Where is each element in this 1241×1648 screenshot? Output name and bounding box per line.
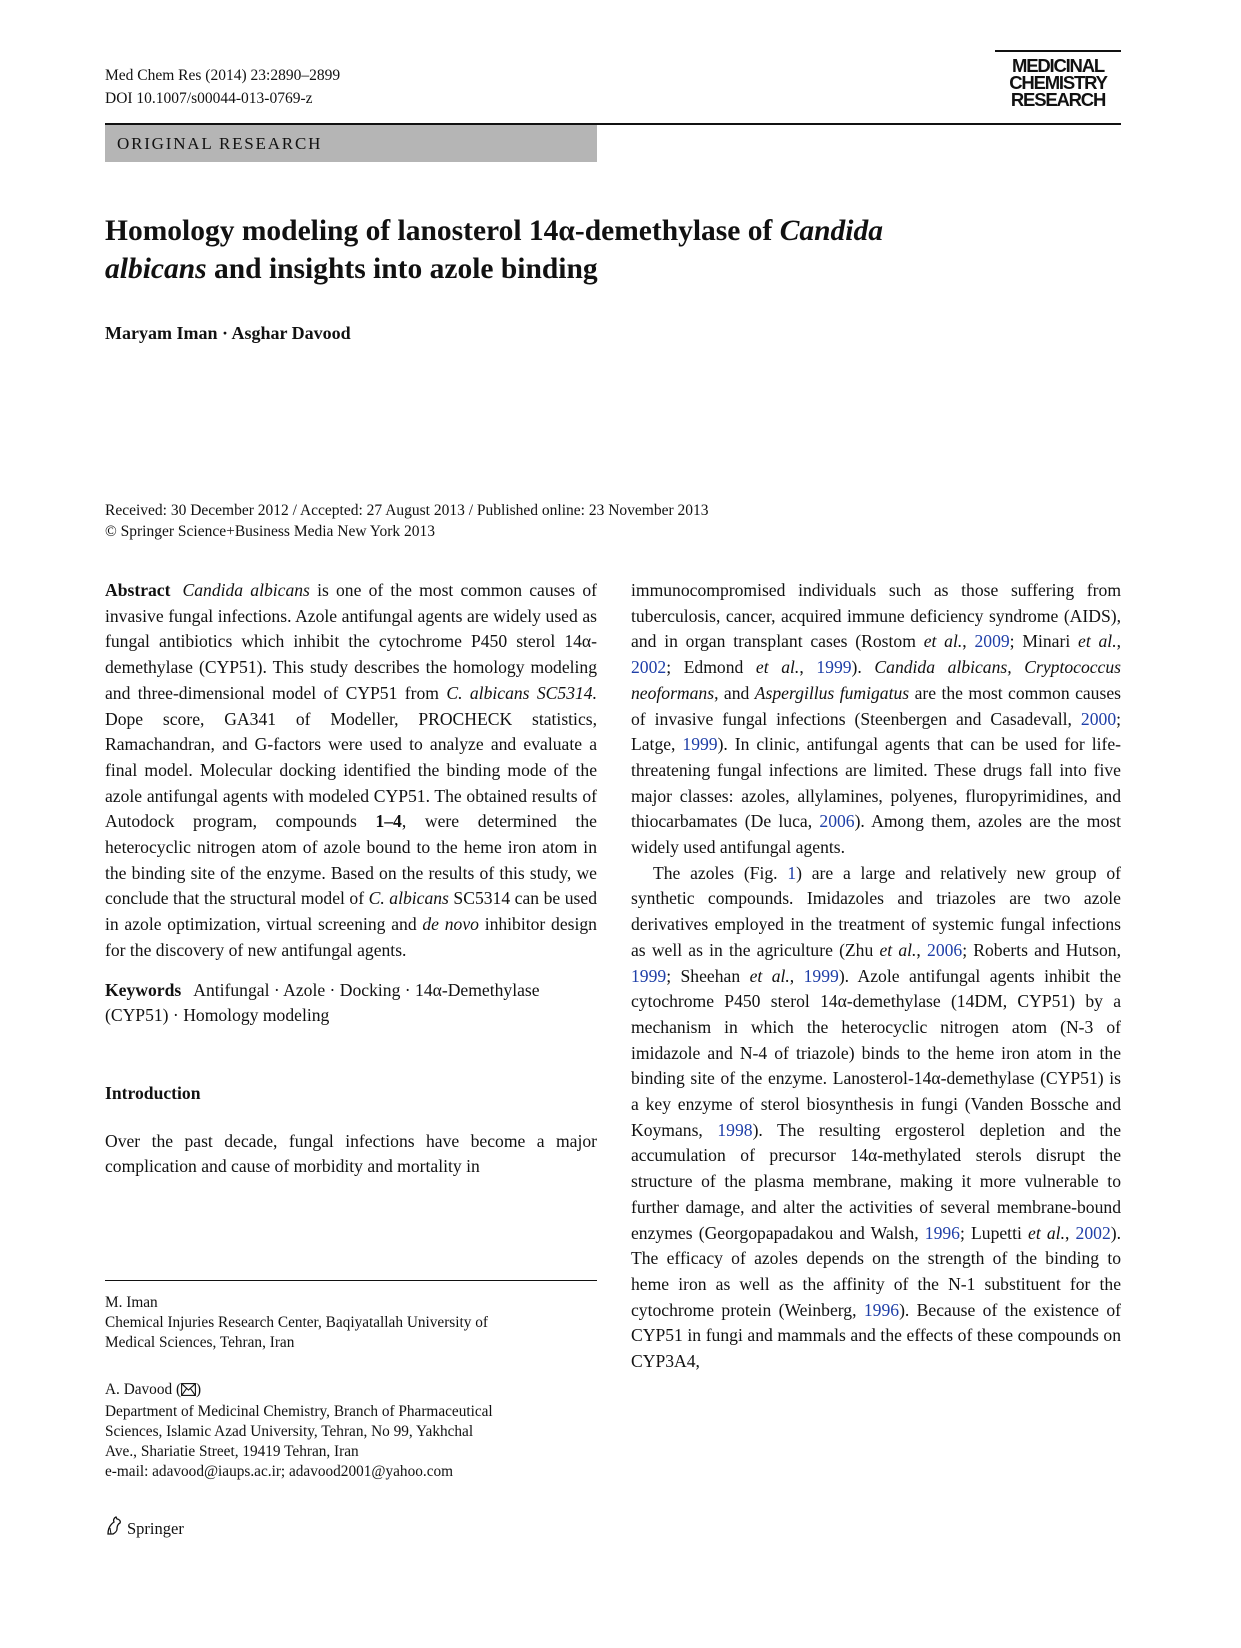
- text-run: ; Minari: [1009, 631, 1079, 652]
- text-run: ; Edmond: [666, 657, 756, 678]
- text-run: ,: [789, 965, 804, 986]
- text-italic: et al.: [755, 657, 800, 678]
- text-run: ). Among them, azoles are the most widely used antifungal agents.: [631, 811, 1121, 858]
- text-run: ). Azole antifungal agents inhibit the cytochrome P450 sterol 14α-demethylase (14DM, CYP51) by a mechanism in which the heterocyclic nitrogen atom (N-3 of imidazole and N-4 of triazole) binds to the heme iron atom in the binding site of the enzyme. Lanosterol-14α-demethylase (CYP51) is a key enzyme of sterol biosynthesis in fungi (Vanden Bossche and Koymans,: [631, 965, 1122, 1140]
- abstract-bold: 1–4: [375, 811, 402, 832]
- introduction-heading: Introduction: [105, 1082, 201, 1103]
- copyright: © Springer Science+Business Media New York 2013: [105, 523, 436, 540]
- text-run: ).: [851, 657, 875, 678]
- text-run: ,: [799, 657, 817, 678]
- text-run: ; Sheehan: [666, 965, 750, 986]
- body-paragraph: [631, 578, 1121, 861]
- affiliation-name: A. Davood (: [105, 1381, 182, 1398]
- citation-link[interactable]: 2002: [1075, 1222, 1111, 1243]
- keywords-label: Keywords: [105, 979, 182, 1000]
- publication-dates: [105, 500, 709, 542]
- affiliation-name-row: [105, 1380, 597, 1402]
- text-run: ,: [1116, 631, 1121, 652]
- affiliation-name-end: ): [196, 1381, 202, 1398]
- left-column: [105, 578, 597, 1180]
- text-run: ; Roberts and Hutson,: [962, 939, 1121, 960]
- abstract: [105, 578, 597, 964]
- citation-link[interactable]: 1999: [682, 734, 718, 755]
- keywords: [105, 978, 597, 1029]
- publisher-name: Springer: [127, 1518, 184, 1538]
- affiliation-line: Medical Sciences, Tehran, Iran: [105, 1334, 295, 1351]
- author-list: Maryam Iman · Asghar Davood: [105, 323, 351, 343]
- affiliation-email: e-mail: adavood@iaups.ac.ir; adavood2001@yahoo.com: [105, 1463, 454, 1480]
- affiliation-2: [105, 1380, 597, 1482]
- text-run: ). Because of the existence of CYP51 in fungi and mammals and the effects of these compounds on CYP3A4,: [631, 1299, 1122, 1372]
- text-run: ). In clinic, antifungal agents that can be used for life-threatening fungal infections are limited. These drugs fall into five major classes: azoles, allylamines, polyenes, fluropyrimidines, and thiocarbamates (De luca,: [631, 734, 1121, 832]
- abstract-text: SC5314 can be used in azole optimization, virtual screening and: [105, 888, 597, 935]
- title-text: and insights into azole binding: [206, 253, 598, 285]
- abstract-italic: Candida albicans: [182, 580, 310, 600]
- citation-link[interactable]: 1996: [924, 1222, 960, 1243]
- citation-link[interactable]: 2006: [819, 811, 855, 832]
- text-run: are the most common causes of invasive fungal infections (Steenbergen and Casadevall,: [631, 682, 1121, 729]
- text-run: The azoles (Fig.: [653, 862, 788, 883]
- affiliation-line: Department of Medicinal Chemistry, Branch of Pharmaceutical: [105, 1403, 493, 1420]
- title-italic: albicans: [105, 253, 207, 285]
- text-italic: Aspergillus fumigatus: [754, 682, 910, 703]
- text-italic: et al.: [749, 965, 790, 986]
- publisher-footer: [105, 1516, 184, 1541]
- intro-paragraph: Over the past decade, fungal infections have become a major complication and cause of morbidity and mortality in: [105, 1130, 597, 1177]
- text-italic: Candida albicans, Cryptococcus neoformans: [631, 657, 1121, 703]
- text-run: ; Latge,: [631, 708, 1121, 755]
- journal-citation: [105, 64, 340, 110]
- affiliation-name: M. Iman: [105, 1294, 158, 1311]
- abstract-italic: C. albicans: [368, 888, 449, 909]
- section-banner: ORIGINAL RESEARCH: [105, 125, 597, 162]
- citation-link[interactable]: 1999: [803, 965, 839, 986]
- citation-link[interactable]: 2006: [927, 939, 963, 960]
- affiliation-line: Sciences, Islamic Azad University, Tehran, No 99, Yakhchal: [105, 1423, 474, 1440]
- affiliation-1: [105, 1293, 597, 1353]
- text-run: ,: [916, 939, 928, 960]
- citation-link[interactable]: 2002: [631, 657, 667, 678]
- journal-logo: [995, 50, 1121, 108]
- abstract-italic: C. albicans SC5314.: [446, 682, 598, 703]
- citation-link[interactable]: 2009: [974, 631, 1010, 652]
- keywords-text: Antifungal · Azole · Docking · 14α-Demethylase (CYP51) · Homology modeling: [105, 979, 540, 1026]
- logo-line: CHEMISTRY: [1009, 72, 1107, 93]
- text-run: ). The efficacy of azoles depends on the strength of the binding to heme iron as well as the affinity of the N-1 substituent for the cytochrome protein (Weinberg,: [631, 1222, 1121, 1320]
- text-run: ,: [962, 631, 975, 652]
- abstract-italic: de novo: [422, 914, 479, 935]
- figure-link[interactable]: 1: [787, 862, 797, 883]
- logo-line: RESEARCH: [1010, 89, 1106, 110]
- abstract-text: inhibitor design for the discovery of new antifungal agents.: [105, 914, 597, 960]
- text-run: immunocompromised individuals such as those suffering from tuberculosis, cancer, acquired immune deficiency syndrome (AIDS), and in organ transplant cases (Rostom: [631, 580, 1121, 652]
- article-title: [105, 212, 1005, 288]
- citation-link[interactable]: 1998: [717, 1119, 753, 1140]
- journal-ref: Med Chem Res (2014) 23:2890–2899: [105, 67, 341, 84]
- title-text: Homology modeling of lanosterol 14α-demethylase of: [105, 215, 780, 247]
- text-run: ; Lupetti: [959, 1222, 1029, 1243]
- citation-link[interactable]: 1999: [816, 657, 852, 678]
- text-run: ,: [1064, 1222, 1076, 1243]
- abstract-label: Abstract: [105, 580, 171, 600]
- doi: DOI 10.1007/s00044-013-0769-z: [105, 90, 313, 107]
- text-italic: et al.: [879, 939, 917, 960]
- envelope-icon: [181, 1382, 196, 1402]
- affiliation-line: Chemical Injuries Research Center, Baqiyatallah University of: [105, 1314, 488, 1331]
- text-italic: et al.: [1028, 1222, 1065, 1243]
- date-history: Received: 30 December 2012 / Accepted: 27 August 2013 / Published online: 23 November 2013: [105, 502, 709, 519]
- logo-line: MEDICINAL: [1012, 55, 1104, 76]
- footnote-rule: [105, 1280, 597, 1281]
- right-column: [631, 578, 1121, 1375]
- citation-link[interactable]: 1999: [631, 965, 667, 986]
- text-run: ) are a large and relatively new group of synthetic compounds. Imidazoles and triazoles are two azole derivatives employed in the treatment of systemic fungal infections as well as in the agriculture (Zhu: [631, 862, 1121, 960]
- text-run: ). The resulting ergosterol depletion and the accumulation of precursor 14α-methylated sterols disrupt the structure of the plasma membrane, making it more vulnerable to further damage, and alter the activities of several membrane-bound enzymes (Georgopapadakou and Walsh,: [631, 1119, 1122, 1243]
- text-run: , and: [714, 682, 755, 703]
- abstract-text: is one of the most common causes of invasive fungal infections. Azole antifungal agents are widely used as fungal antibiotics which inhibit the cytochrome P450 sterol 14α-demethylase (CYP51). This study describes the homology modeling and three-dimensional model of CYP51 from: [105, 580, 597, 703]
- citation-link[interactable]: 2000: [1080, 708, 1117, 729]
- title-italic: Candida: [779, 215, 883, 247]
- text-italic: et al.: [1078, 631, 1117, 652]
- abstract-text: Dope score, GA341 of Modeller, PROCHECK statistics, Ramachandran, and G-factors were used to analyze and evaluate a final model. Molecular docking identified the binding mode of the azole antifungal agents with modeled CYP51. The obtained results of Autodock program, compounds: [105, 708, 597, 832]
- affiliation-line: Ave., Shariatie Street, 19419 Tehran, Iran: [105, 1443, 359, 1460]
- body-paragraph: [631, 861, 1121, 1375]
- text-italic: et al.: [923, 631, 963, 652]
- springer-horse-icon: [105, 1516, 123, 1541]
- citation-link[interactable]: 1996: [863, 1299, 900, 1320]
- abstract-text: , were determined the heterocyclic nitrogen atom of azole bound to the heme iron atom in the binding site of the enzyme. Based on the results of this study, we conclude that the structural model of: [105, 811, 597, 909]
